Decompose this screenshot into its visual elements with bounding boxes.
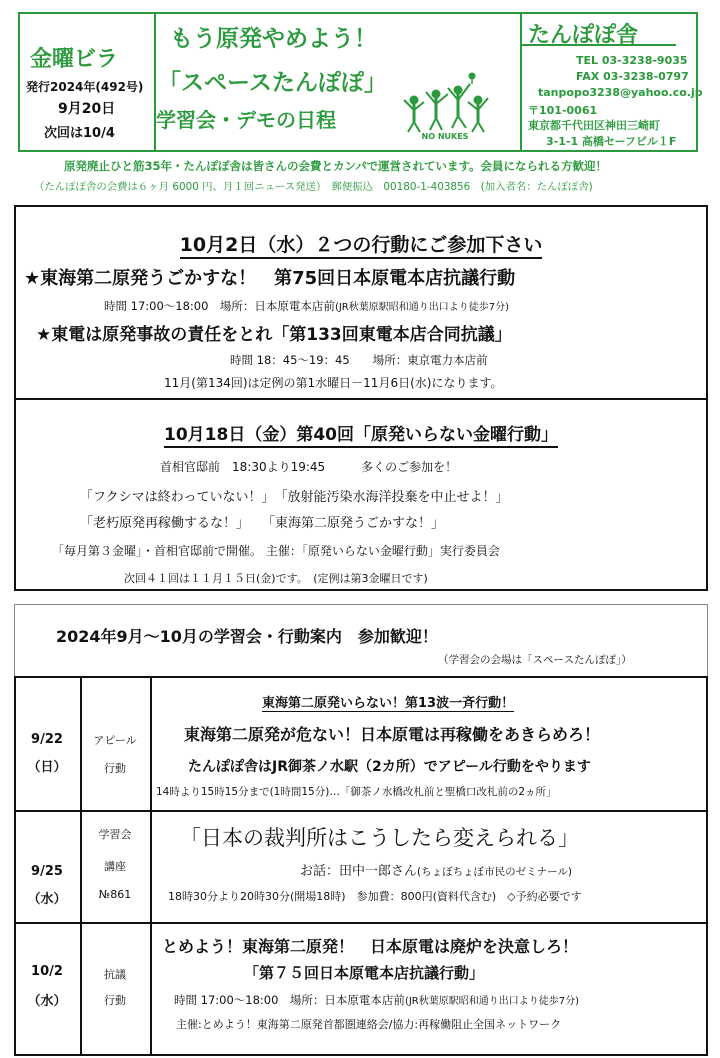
row2-type-3: №861 — [98, 888, 132, 901]
oct2-heading-text: 10月2日（水）２つの行動にご参加下さい — [180, 234, 543, 259]
row-divider-1 — [14, 810, 708, 812]
row2-type-1: 学習会 — [98, 828, 132, 841]
oct2-action1-access: (JR秋葉原駅昭和通り出口より徒歩7分) — [334, 302, 509, 313]
row3-date: 10/2 — [31, 964, 63, 979]
oct2-action1-time-text: 時間 17:00～18:00 場所：日本原電本店前 — [104, 299, 335, 313]
row1-line-4: 14時より15時15分まで(1時間15分)…「御茶ノ水橋改札前と聖橋口改札前の2ヵ所」 — [156, 786, 557, 798]
membership-notice: 原発廃止ひと筋35年・たんぽぽ舎は皆さんの会費とカンパで運営されています。会員になられる方歓迎！ — [64, 159, 608, 173]
row1-type-1: アピール — [93, 734, 137, 747]
schedule-venue-note: （学習会の会場は「スペースたんぽぽ」） — [438, 654, 632, 666]
phone-number: TEL 03-3238-9035 — [576, 54, 688, 67]
oct2-action1-title: ★東海第二原発うごかすな！ 第75回日本原電本店抗議行動 — [24, 268, 516, 289]
oct2-action2-time: 時間 18：45～19：45 場所：東京電力本店前 — [230, 353, 488, 367]
row2-date: 9/25 — [31, 864, 63, 879]
row1-day: （日） — [27, 760, 67, 775]
schedule-title: 学習会・デモの日程 — [156, 108, 336, 132]
row3-access: (JR秋葉原駅昭和通り出口より徒歩7分) — [404, 996, 579, 1007]
row3-time-place: 時間 17:00～18:00 場所：日本原電本店前 — [174, 993, 405, 1007]
row3-type-1: 抗議 — [104, 968, 126, 981]
svg-text:NO NUKES: NO NUKES — [421, 132, 469, 140]
oct2-heading — [14, 230, 708, 257]
membership-fee-info: （たんぽぽ舎の会費は６ヶ月 6000 円、月１回ニュース発送） 郵便振込 00180-1-403856 (加入者名：たんぽぽ舎) — [34, 181, 593, 193]
address-line-1: 東京都千代田区神田三崎町 — [528, 119, 660, 132]
oct2-action2-title: ★東電は原発事故の責任をとれ「第133回東電本店合同抗議」 — [36, 325, 512, 345]
row3-line-1: とめよう！東海第二原発！ 日本原電は廃炉を決意しろ！ — [162, 937, 579, 956]
issue-date: 9月20日 — [58, 101, 116, 117]
issue-number: 発行2024年(492号) — [26, 80, 144, 94]
oct18-slogan-2: 「老朽原発再稼働するな！」 「東海第二原発うごかすな！」 — [80, 516, 445, 531]
no-nukes-logo — [396, 70, 494, 140]
org-name: たんぽぽ舎 — [528, 23, 639, 48]
row3-line-4: 主催:とめよう！東海第二原発首都圏連絡会/協力:再稼働阻止全国ネットワーク — [176, 1018, 562, 1031]
oct18-host: 「毎月第３金曜」・首相官邸前で開催。 主催：「原発いらない金曜行動」実行委員会 — [52, 544, 500, 558]
oct18-next: 次回４１回は１１月１５日(金)です。 (定例は第3金曜日です) — [124, 572, 428, 585]
row2-type-2: 講座 — [104, 860, 126, 873]
email-address[interactable]: tanpopo3238@yahoo.co.jp — [538, 86, 703, 99]
oct18-place-time: 首相官邸前 18:30より19:45 多くのご参加を！ — [160, 460, 458, 474]
row3-line-3 — [174, 992, 579, 1008]
row1-line-3: たんぽぽ舎はJR御茶ノ水駅（2カ所）でアピール行動をやります — [188, 759, 591, 775]
row2-speaker: お話：田中一郎さん — [300, 864, 418, 879]
row1-line-1 — [262, 692, 514, 711]
row2-line-3: 18時30分より20時30分(開場18時) 参加費：800円(資料代含む) ◇予約必要です — [168, 890, 582, 903]
row1-date: 9/22 — [31, 732, 63, 747]
oct18-heading — [14, 420, 708, 445]
row3-line-2: 「第７５回日本原電本店抗議行動」 — [244, 964, 485, 982]
oct18-heading-text: 10月18日（金）第40回「原発いらない金曜行動」 — [164, 425, 558, 448]
row1-type-2: 行動 — [104, 762, 126, 775]
schedule-title-main: 2024年9月～10月の学習会・行動案内 参加歓迎！ — [56, 627, 438, 646]
row3-day: （水） — [27, 994, 67, 1009]
row2-line-1: 「日本の裁判所はこうしたら変えられる」 — [180, 826, 579, 850]
row2-line-2 — [300, 860, 572, 879]
oct2-next-note: 11月(第134回)は定例の第1水曜日－11月6日(水)になります。 — [164, 376, 503, 390]
slogan: もう原発やめよう！ — [170, 26, 377, 52]
row1-line-1-text: 東海第二原発いらない！第13波一斉行動！ — [262, 696, 515, 711]
flyer-kind: 金曜ビラ — [30, 47, 119, 72]
venue-name: 「スペースたんぽぽ」 — [158, 70, 387, 96]
row2-day: （水） — [27, 892, 67, 907]
fax-number: FAX 03-3238-0797 — [576, 70, 689, 83]
row1-line-2: 東海第二原発が危ない！日本原電は再稼働をあきらめろ！ — [184, 725, 601, 744]
oct2-action1-time — [104, 298, 509, 314]
row2-speaker-affiliation: (ちょぼちょぼ市民のゼミナール) — [417, 866, 572, 878]
col-divider-2 — [150, 676, 152, 1056]
next-issue: 次回は10/4 — [44, 126, 115, 141]
postal-code: 〒101-0061 — [528, 104, 598, 117]
row3-type-2: 行動 — [104, 994, 126, 1007]
oct18-slogan-1: 「フクシマは終わっていない！」 「放射能汚染水海洋投棄を中止せよ！」 — [80, 490, 509, 505]
header-divider-right — [520, 14, 522, 150]
row-divider-2 — [14, 922, 708, 924]
address-line-2: 3-1-1 高橋セーフビル１F — [546, 135, 677, 148]
actions-divider — [14, 398, 708, 400]
